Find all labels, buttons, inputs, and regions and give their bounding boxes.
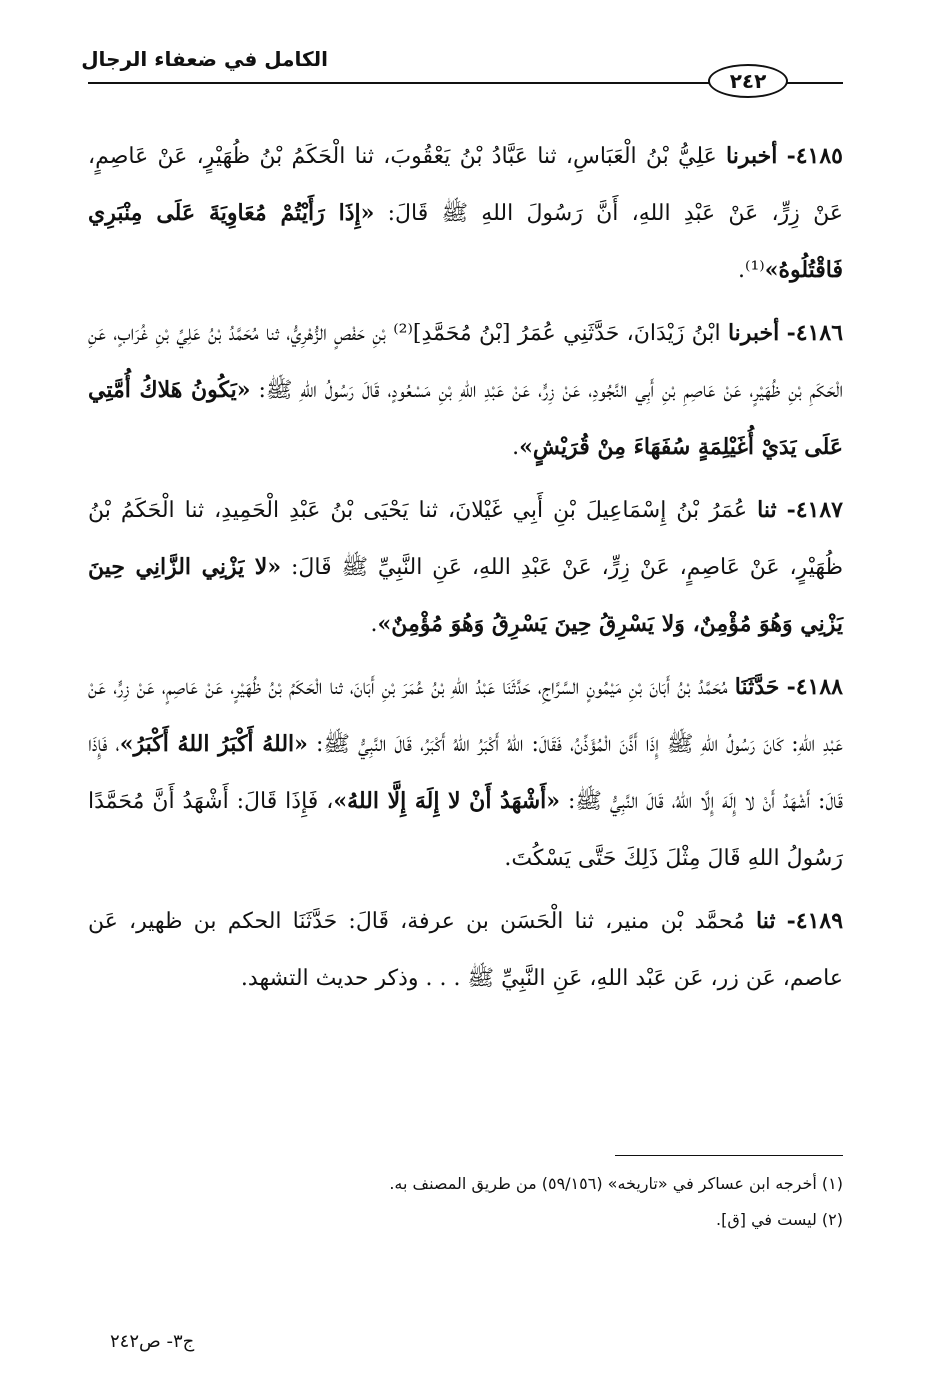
narration-keyword: ثنا [757, 497, 777, 523]
trailing-text: . [370, 612, 378, 637]
trailing-text: ⁽¹⁾. [738, 258, 765, 283]
narration-keyword: ثنا [755, 908, 776, 934]
entry-number: ٤١٨٩- [786, 908, 844, 934]
trailing-text: ، فَإِذَا قَالَ: أَشْهَدُ أَنَّ مُحَمَّدًا رَسُولُ اللهِ قَالَ مِثْلَ ذَلِكَ حَتَّى يَسْكُتَ. [88, 789, 843, 871]
footnote-1: (١) أخرجه ابن عساكر في «تاريخه» (٥٩/١٥٦) من طريق المصنف به. [389, 1174, 843, 1193]
narration-keyword: أخبرنا [727, 320, 780, 346]
entry-number: ٤١٨٨- [786, 674, 843, 700]
isnad-text: ابْنُ زَيْدَانَ، حَدَّثَنِي عُمَرُ [بْنُ مُحَمَّدِ]⁽²⁾ بْنِ حَفْصٍ الزُّهْرِيُّ، ثنا مُحَمَّدُ بْنُ عَلِيِّ بْنِ غُرَابٍ، عَنِ الْحَكَمِ بْنِ ظُهَيْرٍ، عَنْ عَاصِمِ بْنِ أَبِي النَّجُودِ، عَنْ زِرٍّ، عَنْ عَبْدِ اللهِ بْنِ مَسْعُودٍ، قَالَ رَسُولُ اللهِ ﷺ: [88, 321, 843, 403]
hadith-entry-4186 [88, 305, 843, 476]
footnotes [88, 1166, 843, 1238]
page-body [88, 128, 843, 1013]
entry-number: ٤١٨٦- [786, 320, 844, 346]
hadith-text: «لا يَزْنِي الزَّانِي حِينَ يَزْنِي وَهُوَ مُؤْمِنٌ، وَلا يَسْرِقُ حِينَ يَسْرِقُ وَهُوَ مُؤْمِنٌ» [88, 554, 843, 637]
footnote-rule [615, 1155, 843, 1156]
middle-text: ، فَإِذَا قَالَ: أَشْهَدُ أَنْ لا إِلَهَ إِلَّا اللهُ، قَالَ النَّبِيُّ ﷺ: [88, 732, 843, 814]
narration-keyword: أخبرنا [726, 143, 778, 169]
entry-number: ٤١٨٥- [786, 143, 843, 169]
trailing-text: . [512, 435, 520, 460]
page-number: ٢٤٢ [729, 69, 767, 93]
narration-keyword: حَدَّثَنَا [734, 674, 780, 700]
hadith-text-2: «أَشْهَدُ أَنْ لا إِلَهَ إِلَّا اللهُ» [333, 788, 561, 814]
isnad-text: عَلِيُّ بْنُ الْعَبَاسِ، ثنا عَبَّادُ بْنُ يَعْقُوبَ، ثنا الْحَكَمُ بْنُ ظُهَيْرٍ، عَنْ عَاصِمٍ، عَنْ زِرٍّ، عَنْ عَبْدِ اللهِ، أَنَّ رَسُولَ اللهِ ﷺ قَالَ: [88, 144, 843, 226]
entry-number: ٤١٨٧- [786, 497, 843, 523]
hadith-entry-4185 [88, 128, 843, 299]
page-number-badge [708, 64, 788, 98]
volume-page-reference: ج٣- ص٢٤٢ [110, 1331, 195, 1352]
footnote-2: (٢) ليست في [ق]. [716, 1210, 843, 1229]
hadith-text: «إِذَا رَأَيْتُمْ مُعَاوِيَةَ عَلَى مِنْبَرِي فَاقْتُلُوهُ» [88, 200, 843, 283]
hadith-text: «اللهُ أَكْبَرُ اللهُ أَكْبَرُ» [119, 731, 308, 757]
hadith-entry-4188 [88, 659, 843, 887]
hadith-text: «يَكُونُ هَلاكُ أُمَّتِي عَلَى يَدَيْ أُغَيْلِمَةٍ سُفَهَاءَ مِنْ قُرَيْشٍ» [88, 377, 843, 460]
hadith-entry-4189 [88, 893, 843, 1007]
isnad-text: مُحَمَّدُ بْنُ أَبَانَ بْنِ مَيْمُونٍ السَّرَّاجِ، حَدَّثَنَا عَبْدُ اللهِ بْنُ عُمَرَ بْنِ أَبَانَ، ثنا الْحَكَمُ بْنُ ظُهَيْرٍ، عَنْ عَاصِمٍ، عَنْ زِرٍّ، عَنْ عَبْدِ اللهِ: كَانَ رَسُولُ اللهِ ﷺ إِذَا أَذَّنَ الْمُؤَذِّنُ، فَقَالَ: اللهُ أَكْبَرُ اللهُ أَكْبَرُ، قَالَ النَّبِيُّ ﷺ: [88, 675, 843, 757]
running-header-title: الكامل في ضعفاء الرجال [81, 47, 328, 71]
isnad-text: مُحمَّد بْن منير، ثنا الْحَسَن بن عرفة، قَالَ: حَدَّثَنَا الحكم بن ظهير، عَن عاصم، عَن زر، عَن عَبْد اللهِ، عَنِ النَّبِيِّ ﷺ . . . وذكر حديث التشهد. [88, 909, 843, 991]
hadith-entry-4187 [88, 482, 843, 653]
isnad-text: عُمَرُ بْنُ إِسْمَاعِيلَ بْنِ أَبِي غَيْلانَ، ثنا يَحْيَى بْنُ عَبْدِ الْحَمِيدِ، ثنا الْحَكَمُ بْنُ ظُهَيْرٍ، عَنْ عَاصِمٍ، عَنْ زِرٍّ، عَنْ عَبْدِ اللهِ، عَنِ النَّبِيِّ ﷺ قَالَ: [88, 498, 843, 580]
